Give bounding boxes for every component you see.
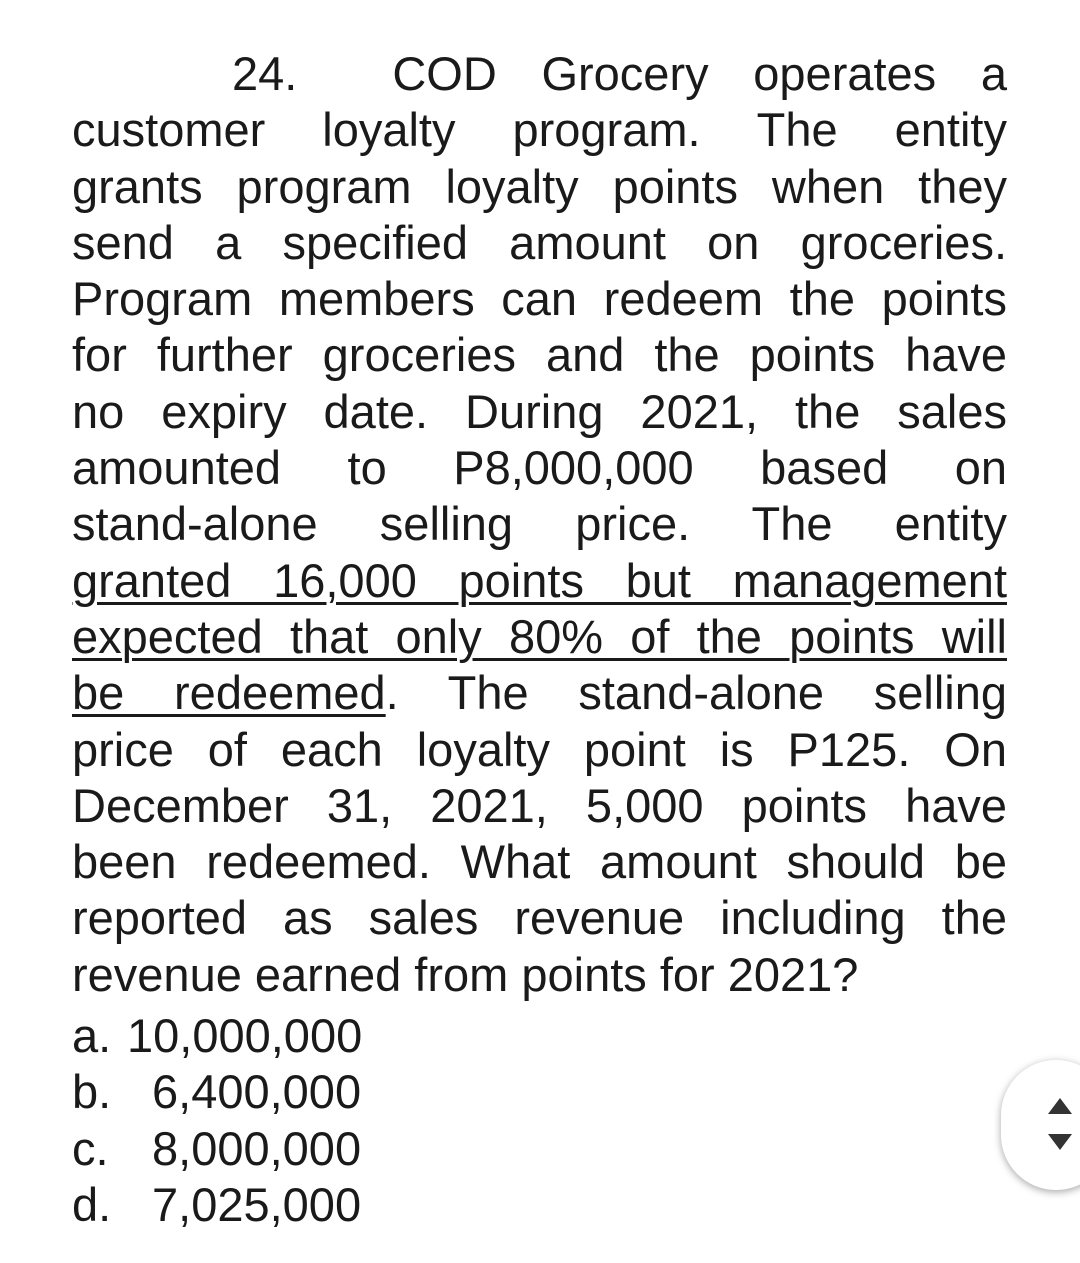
- question-line-12: be redeemed. The stand-alone selling: [72, 666, 1007, 720]
- question-line-7: no expiry date. During 2021, the sales: [72, 384, 1007, 438]
- choice-c: c. 8,000,000: [72, 1121, 362, 1175]
- question-line-3: grants program loyalty points when they: [72, 159, 1007, 213]
- question-line-11-underlined: expected that only 80% of the points will: [72, 609, 1007, 663]
- triangle-down-icon[interactable]: [1048, 1134, 1072, 1150]
- question-line-15: been redeemed. What amount should be: [72, 835, 1007, 889]
- question-line-2: customer loyalty program. The entity: [72, 103, 1007, 157]
- underlined-phrase: be redeemed: [72, 666, 386, 720]
- question-number: 24.: [232, 47, 298, 100]
- question-line-9: stand-alone selling price. The entity: [72, 497, 1007, 551]
- triangle-up-icon[interactable]: [1048, 1098, 1072, 1114]
- question-line-6: for further groceries and the points have: [72, 328, 1007, 382]
- question-line-10-underlined: granted 16,000 points but management: [72, 553, 1007, 607]
- question-line-8: amounted to P8,000,000 based on: [72, 441, 1007, 495]
- scroll-arrows-control[interactable]: [1001, 1060, 1080, 1190]
- choice-a: a. 10,000,000: [72, 1009, 363, 1062]
- question-line-16: reported as sales revenue including the: [72, 891, 1007, 945]
- question-line-13: price of each loyalty point is P125. On: [72, 722, 1007, 776]
- choice-b: b. 6,400,000: [72, 1065, 362, 1119]
- choice-d: d. 7,025,000: [72, 1177, 362, 1231]
- answer-choices: [72, 1008, 362, 1233]
- question-text: [72, 46, 1007, 1003]
- question-line-1: 24. COD Grocery operates a: [232, 47, 1007, 100]
- question-line-5: Program members can redeem the points: [72, 272, 1007, 326]
- question-line-4: send a specified amount on groceries.: [72, 215, 1007, 269]
- question-line-14: December 31, 2021, 5,000 points have: [72, 778, 1007, 832]
- question-line-17: revenue earned from points for 2021?: [72, 947, 859, 1001]
